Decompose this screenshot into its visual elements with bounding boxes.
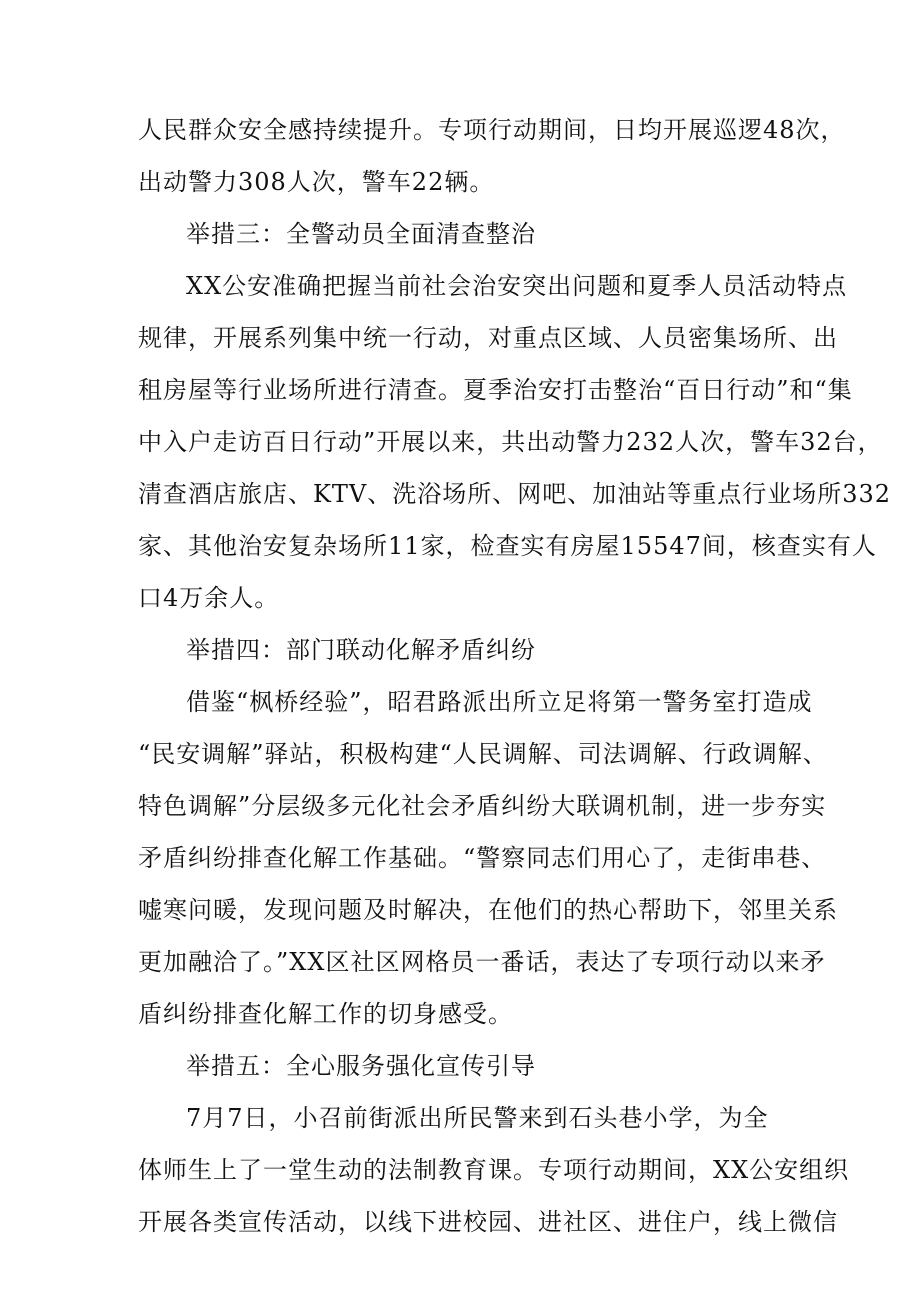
text-line: 更加融洽了。”XX区社区网格员一番话，表达了专项行动以来矛 (138, 948, 826, 976)
text-line: 盾纠纷排查化解工作的切身感受。 (138, 1000, 513, 1028)
text-line: 家、其他治安复杂场所11家，检查实有房屋15547间，核查实有人 (138, 532, 877, 560)
document-body (138, 104, 892, 1248)
text-line: XX公安准确把握当前社会治安突出问题和夏季人员活动特点 (186, 272, 848, 300)
text-line: 开展各类宣传活动，以线下进校园、进社区、进住户，线上微信 (138, 1208, 838, 1236)
section-heading: 举措三：全警动员全面清查整治 (186, 220, 536, 248)
text-line: 7月7日，小召前街派出所民警来到石头巷小学，为全 (186, 1104, 769, 1132)
text-line: 借鉴“枫桥经验”，昭君路派出所立足将第一警务室打造成 (186, 688, 813, 716)
text-line: 规律，开展系列集中统一行动，对重点区域、人员密集场所、出 (138, 324, 838, 352)
text-line: 中入户走访百日行动”开展以来，共出动警力232人次，警车32台， (138, 428, 883, 456)
text-line: 口4万余人。 (138, 584, 280, 612)
text-line: 租房屋等行业场所进行清查。夏季治安打击整治“百日行动”和“集 (138, 376, 853, 404)
text-line: 清查酒店旅店、KTV、洗浴场所、网吧、加油站等重点行业场所332 (138, 480, 892, 508)
text-line: 出动警力308人次，警车22辆。 (138, 168, 495, 196)
section-heading: 举措四：部门联动化解矛盾纠纷 (186, 636, 536, 664)
section-heading: 举措五：全心服务强化宣传引导 (186, 1052, 536, 1080)
text-line: 矛盾纠纷排查化解工作基础。“警察同志们用心了，走街串巷、 (138, 844, 827, 872)
text-line: 嘘寒问暖，发现问题及时解决，在他们的热心帮助下，邻里关系 (138, 896, 838, 924)
text-line: 体师生上了一堂生动的法制教育课。专项行动期间，XX公安组织 (138, 1156, 850, 1184)
text-line: 人民群众安全感持续提升。专项行动期间，日均开展巡逻48次， (138, 116, 846, 144)
text-line: “民安调解”驿站，积极构建“人民调解、司法调解、行政调解、 (138, 740, 828, 768)
text-line: 特色调解”分层级多元化社会矛盾纠纷大联调机制，进一步夯实 (138, 792, 827, 820)
